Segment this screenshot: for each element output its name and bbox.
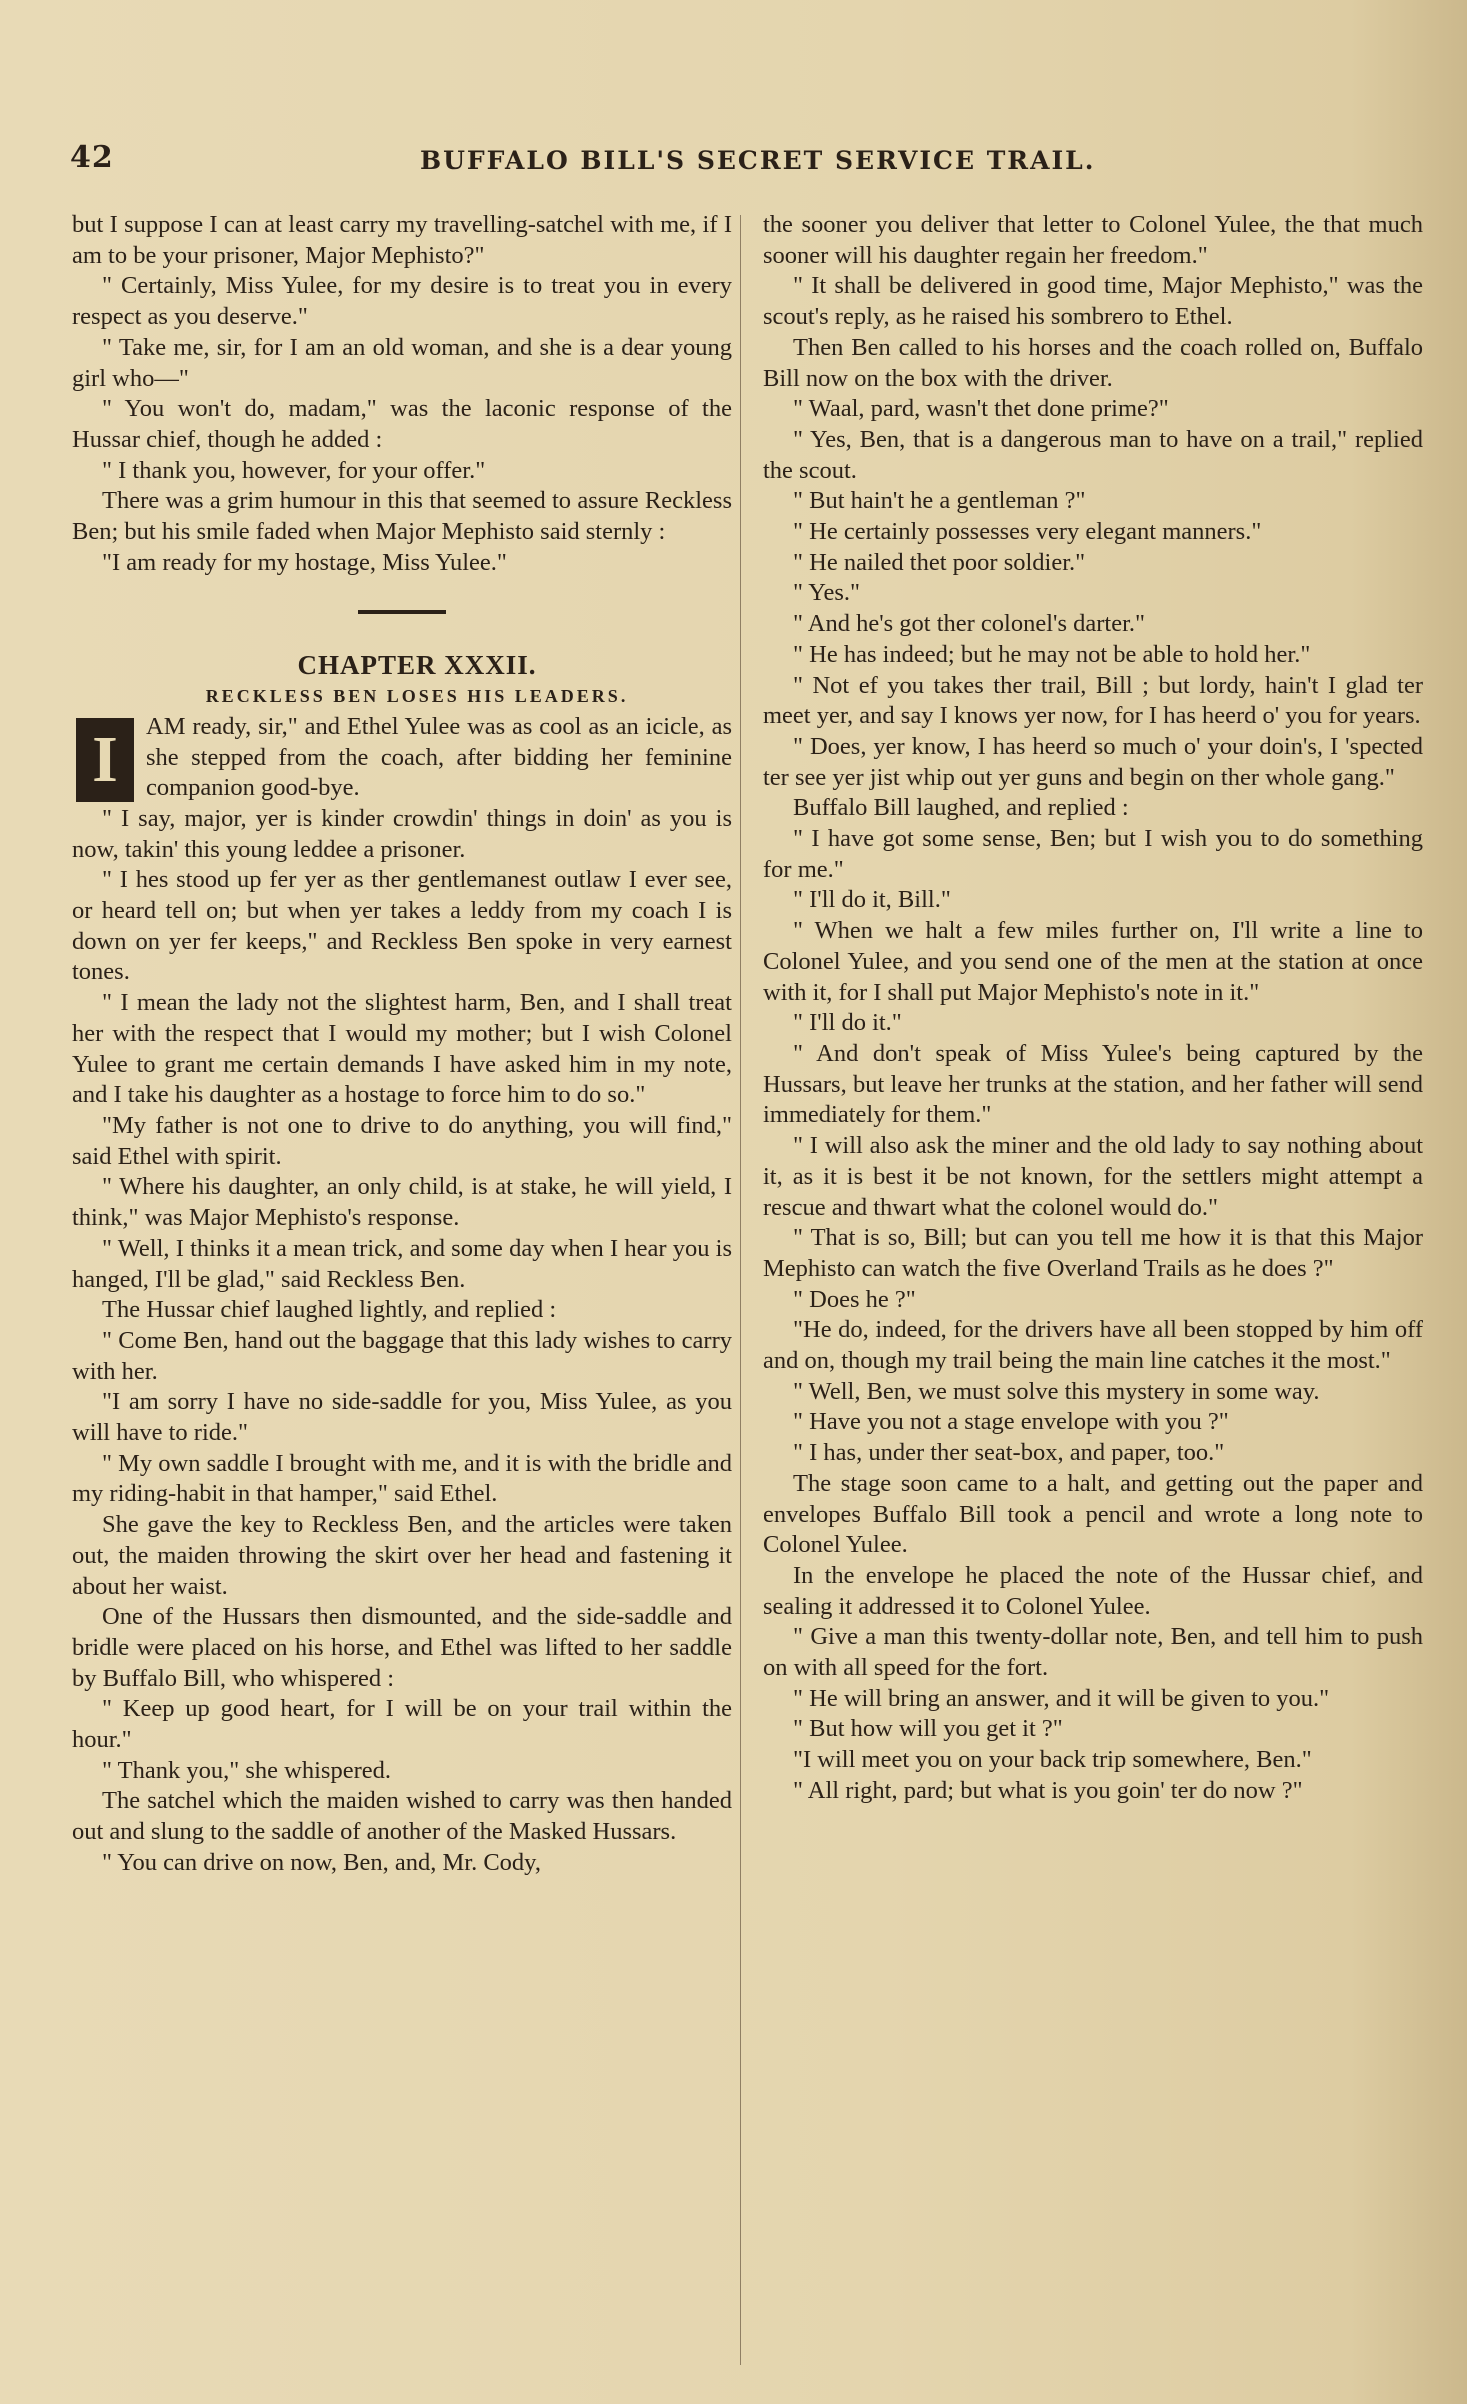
paragraph: " I'll do it." — [793, 1009, 902, 1037]
paragraph: " He nailed thet poor soldier." — [793, 548, 1086, 576]
paragraph: "My father is not one to drive to do anything, you will find," said Ethel with spirit. — [72, 1111, 732, 1170]
running-title: BUFFALO BILL'S SECRET SERVICE TRAIL. — [420, 146, 1096, 175]
paragraph: "I am sorry I have no side-saddle for you, Miss Yulee, as you will have to ride." — [72, 1388, 732, 1447]
paragraph: There was a grim humour in this that seemed to assure Reckless Ben; but his smile faded when Major Mephisto said sternly : — [72, 487, 732, 546]
chapter-title: CHAPTER XXXII. — [297, 650, 537, 681]
paragraph: " All right, pard; but what is you goin' ter do now ?" — [793, 1776, 1303, 1804]
paragraph: " It shall be delivered in good time, Major Mephisto," was the scout's reply, as he raised his sombrero to Ethel. — [763, 272, 1423, 331]
paragraph: " He will bring an answer, and it will be given to you." — [793, 1684, 1330, 1712]
left-column — [72, 210, 732, 2380]
paragraph: but I suppose I can at least carry my travelling-satchel with me, if I am to be your prisoner, Major Mephisto?" — [72, 211, 732, 269]
paragraph: the sooner you deliver that letter to Colonel Yulee, the that much sooner will his daughter regain her freedom." — [763, 211, 1423, 269]
paragraph: " And he's got ther colonel's darter." — [793, 610, 1146, 638]
paragraph: " Not ef you takes ther trail, Bill ; but lordy, hain't I glad ter meet yer, and say I knows yer now, for I has heerd o' you for years. — [763, 671, 1423, 730]
paragraph: " I thank you, however, for your offer." — [102, 456, 486, 484]
paragraph: " He has indeed; but he may not be able to hold her." — [793, 640, 1311, 668]
paragraph: " You can drive on now, Ben, and, Mr. Cody, — [102, 1848, 541, 1876]
paragraph: " He certainly possesses very elegant manners." — [793, 518, 1262, 546]
paragraph: The Hussar chief laughed lightly, and replied : — [102, 1296, 557, 1324]
paragraph: Then Ben called to his horses and the coach rolled on, Buffalo Bill now on the box with the driver. — [763, 333, 1423, 392]
opening-paragraph — [72, 712, 732, 804]
paragraph: " Have you not a stage envelope with you ?" — [793, 1408, 1229, 1436]
paragraph: " Yes." — [793, 579, 860, 607]
paragraph: " That is so, Bill; but can you tell me how it is that this Major Mephisto can watch the five Overland Trails as he does ?" — [763, 1224, 1423, 1282]
paragraph: " Yes, Ben, that is a dangerous man to have on a trail," replied the scout. — [763, 425, 1423, 484]
page-header — [70, 140, 1427, 180]
paragraph: The satchel which the maiden wished to carry was then handed out and slung to the saddle of another of the Masked Hussars. — [72, 1787, 732, 1846]
paragraph: " I say, major, yer is kinder crowdin' things in doin' as you is now, takin' this young leddee a prisoner. — [72, 804, 732, 863]
paragraph: " When we halt a few miles further on, I'll write a line to Colonel Yulee, and you send one of the men at the station at once with it, for I shall put Major Mephisto's note in it." — [763, 917, 1423, 1006]
paragraph: " And don't speak of Miss Yulee's being captured by the Hussars, but leave her trunks at the station, and her father will send immediately for them." — [763, 1039, 1423, 1129]
chapter-subtitle: RECKLESS BEN LOSES HIS LEADERS. — [205, 686, 629, 707]
paragraph: " Give a man this twenty-dollar note, Ben, and tell him to push on with all speed for the fort. — [763, 1623, 1423, 1682]
paragraph: " Well, Ben, we must solve this mystery in some way. — [793, 1377, 1320, 1405]
paragraph: " Does he ?" — [793, 1285, 916, 1313]
paragraph: " Does, yer know, I has heerd so much o' your doin's, I 'spected ter see yer jist whip out yer guns and begin on ther whole gang." — [763, 732, 1423, 791]
paragraph: " Take me, sir, for I am an old woman, and she is a dear young girl who—" — [72, 333, 732, 392]
page-number: 42 — [70, 140, 114, 175]
paragraph: "He do, indeed, for the drivers have all been stopped by him off and on, though my trail being the main line catches it the most." — [763, 1316, 1423, 1375]
paragraph: " Thank you," she whispered. — [102, 1756, 391, 1784]
paragraph: " I hes stood up fer yer as ther gentlemanest outlaw I ever see, or heard tell on; but when yer takes a leddy from my coach I is down on yer fer keeps," and Reckless Ben spoke in very earnest tones. — [72, 866, 732, 986]
paragraph: " I mean the lady not the slightest harm, Ben, and I shall treat her with the respect that I would my mother; but I wish Colonel Yulee to grant me certain demands I have asked him in my note, and I take his daughter as a hostage to force him to do so." — [72, 989, 732, 1109]
paragraph: " But hain't he a gentleman ?" — [793, 487, 1086, 515]
opening-text: AM ready, sir," and Ethel Yulee was as cool as an icicle, as she stepped from the coach, after bidding her feminine companion good-bye. — [146, 712, 732, 802]
paragraph: " Come Ben, hand out the baggage that this lady wishes to carry with her. — [72, 1326, 732, 1385]
paragraph: " Where his daughter, an only child, is at stake, he will yield, I think," was Major Mephisto's response. — [72, 1173, 732, 1232]
paragraph: The stage soon came to a halt, and getting out the paper and envelopes Buffalo Bill took a pencil and wrote a long note to Colonel Yulee. — [763, 1469, 1423, 1559]
right-column — [763, 210, 1423, 2380]
paragraph: " Waal, pard, wasn't thet done prime?" — [793, 395, 1169, 423]
paragraph: "I will meet you on your back trip somewhere, Ben." — [793, 1746, 1312, 1774]
paragraph: She gave the key to Reckless Ben, and the articles were taken out, the maiden throwing the skirt over her head and fastening it about her waist. — [72, 1511, 732, 1600]
paragraph: " Certainly, Miss Yulee, for my desire is to treat you in every respect as you deserve." — [72, 272, 732, 331]
paragraph: Buffalo Bill laughed, and replied : — [793, 794, 1129, 822]
paragraph: "I am ready for my hostage, Miss Yulee." — [102, 548, 507, 576]
paragraph: " You won't do, madam," was the laconic response of the Hussar chief, though he added : — [72, 395, 732, 453]
drop-cap: I — [76, 718, 134, 802]
paragraph: " I'll do it, Bill." — [793, 886, 951, 914]
paragraph: " Well, I thinks it a mean trick, and some day when I hear you is hanged, I'll be glad," said Reckless Ben. — [72, 1234, 732, 1293]
paragraph: " My own saddle I brought with me, and it is with the bridle and my riding-habit in that hamper," said Ethel. — [72, 1449, 732, 1508]
paragraph: " I have got some sense, Ben; but I wish you to do something for me." — [763, 825, 1423, 883]
paragraph: " I will also ask the miner and the old lady to say nothing about it, as it is best it be not known, for the settlers might attempt a rescue and thwart what the colonel would do." — [763, 1132, 1423, 1221]
paragraph: One of the Hussars then dismounted, and the side-saddle and bridle were placed on his horse, and Ethel was lifted to her saddle by Buffalo Bill, who whispered : — [72, 1603, 732, 1692]
paragraph: " But how will you get it ?" — [793, 1715, 1063, 1743]
paragraph: " I has, under ther seat-box, and paper, too." — [793, 1439, 1225, 1467]
paragraph: In the envelope he placed the note of the Hussar chief, and sealing it addressed it to Colonel Yulee. — [763, 1561, 1423, 1620]
section-divider — [358, 610, 446, 614]
column-rule — [740, 215, 741, 2365]
paragraph: " Keep up good heart, for I will be on your trail within the hour." — [72, 1695, 732, 1754]
